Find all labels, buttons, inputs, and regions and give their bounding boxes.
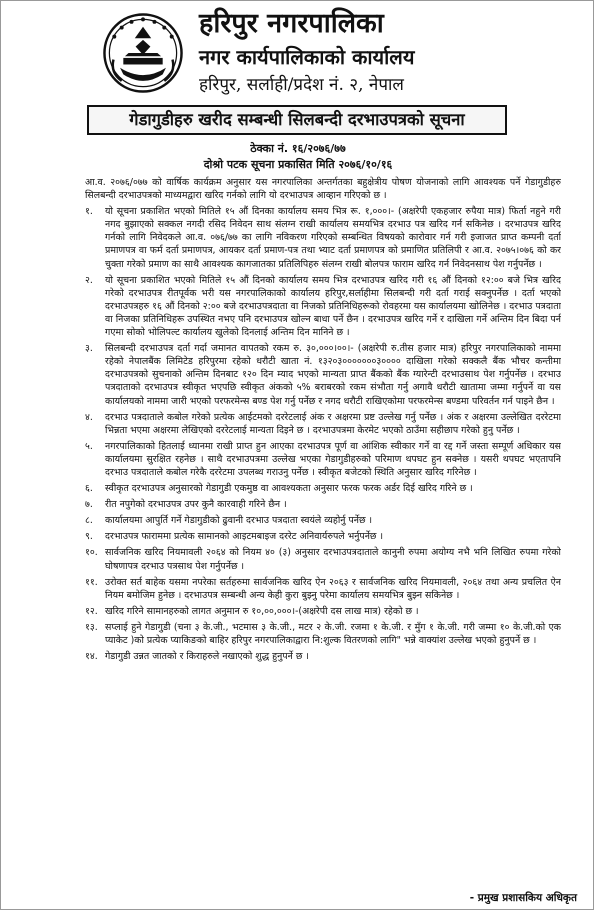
clause-text: खरिद गरिने सामानहरुको लागत अनुमान रु १०,००,०००।-(अक्षरेपी दस लाख मात्र) रहेको छ । [105, 605, 419, 617]
clause-item [85, 205, 561, 270]
clause-number: ५. [85, 440, 93, 452]
clause-number: १०. [85, 547, 98, 559]
clause-number: २. [85, 274, 93, 286]
notice-title: गेडागुडीहरु खरीद सम्बन्धी सिलबन्दी दरभाउपत्रको सूचना [87, 105, 507, 135]
clause-number: ११. [85, 576, 98, 588]
clause-text: सार्वजनिक खरिद नियमावली २०६४ को नियम ४० (३) अनुसार दरभाउपत्रदाताले कानुनी रुपमा अयोग्य नभै भनि लिखित रुपमा गरेको घोषणापत्र दरभाउ पत्रसाथ पेश गर्नुपर्नेछ । [105, 547, 561, 572]
clause-item [85, 498, 561, 511]
clause-item [85, 650, 561, 663]
clause-text: दरभाउपत्र फाराममा प्रत्येक सामानको आइटमबाइज दररेट अनिवार्यरुपले भर्नुपर्नेछ । [105, 531, 384, 543]
nepal-government-emblem-icon [102, 12, 184, 94]
clause-text: सप्लाई हुने गेडागुडी (चना ३ के.जी., भटमास ३ के.जी., मटर २ के.जी. रजमा १ के.जी. र मुँग १ के.जी. गरी जम्मा १० के.जी.को एक प्याकेट )को प्रत्येक प्याकिङको बाहिर हरिपुर नगरपालिकाद्वारा नि:शुल्क वितरणको लागि" भन्ने वाक्यांश उल्लेख भएको हुनुपर्ने छ । [105, 621, 561, 646]
clause-number: ९. [85, 531, 93, 543]
intro-paragraph: आ.व. २०७६/०७७ को वार्षिक कार्यक्रम अनुसार यस नगरपालिका अन्तर्गतका बहुक्षेत्रीय पोषण योजनाको लागि आवश्यक पर्ने गेडागुडीहरु सिलबन्दी दरभाउपत्रको माध्यमद्वारा खरिद गर्नको लागि यो दरभाउपत्र आव्हान गरिएको छ । [85, 177, 561, 202]
clause-number: १. [85, 206, 93, 218]
clause-item [85, 342, 561, 407]
letterhead [1, 1, 594, 105]
clause-item [85, 530, 561, 543]
clause-text: स्वीकृत दरभाउपत्र अनुसारको गेडागुडी एकमुष्ठ वा आवश्यकता अनुसार फरक फरक अर्डर दिई खरिद गरिने छ । [105, 483, 473, 495]
clause-number: ७. [85, 499, 93, 511]
clause-text: यो सूचना प्रकाशित भएको मितिले १५ औं दिनको कार्यालय समय भित्र दरभाउपत्र खरिद गरी १६ औं दिनको १२:०० बजे भित्र खरिद गरेको दरभाउपत्र रीतपूर्वक भरी यस नगरपालिकाको कार्यालय हरिपुर,सर्लाहीमा सिलबन्दी गरी दर्ता गराई सक्नुपर्नेछ । दर्ता भएको दरभाउपत्रहरु १६ औं दिनको २:०० बजे दरभाउपत्रदाता वा निजको प्रतिनिधिहरूको रोवहरमा यस कार्यालयमा खोलिनेछ । दरभाउ पत्रदाता वा निजका प्रतिनिधिहरू उपस्थित नभए पनि दरभाउपत्र खोल्न बाधा पर्ने छैन । दरभाउपत्र खरिद गर्ने र दाखिला गर्ने अन्तिम दिन बिदा पर्न गएमा सोको भोलिपल्ट कार्यालय खुलेको दिनलाई अन्तिम दिन मानिने छ । [105, 274, 561, 339]
notice-body [85, 176, 561, 888]
office-name: नगर कार्यपालिकाको कार्यालय [199, 45, 415, 69]
clause-item [85, 482, 561, 495]
clause-text: कार्यालयमा आपुर्ति गर्ने गेडागुडीको ढुवानी दरभाउ पत्रदाता स्वयंले व्यहोर्नु पर्नेछ । [105, 515, 373, 527]
clause-item [85, 605, 561, 618]
clause-text: नगरपालिकाको हितलाई ध्यानमा राखी प्राप्त हुन आएका दरभाउपत्र पूर्ण वा आंशिक स्वीकार गर्ने वा रद्द गर्ने जस्ता सम्पूर्ण अधिकार यस कार्यालयमा सुरक्षित रहनेछ । साथै दरभाउपत्रमा उल्लेख भएका गेडागुडीहरुको परिमाण थपघट हुन सक्नेछ । यसरी थपघट भएतापनि दरभाउ पत्रदाताले कबोल गरेकै दररेटमा उपलब्ध गराउनु पर्नेछ । स्वीकृत बजेटको स्थिति अनुसार खरिद गरिनेछ । [105, 440, 561, 478]
clause-number: ४. [85, 411, 93, 423]
municipality-name: हरिपुर नगरपालिका [199, 8, 384, 39]
clause-number: १३. [85, 621, 98, 633]
signatory-title: - प्रमुख प्रशासकिय अधिकृत [469, 892, 577, 904]
clause-number: १२. [85, 605, 98, 617]
clause-item [85, 514, 561, 527]
clause-item [85, 411, 561, 437]
clause-item [85, 274, 561, 339]
clause-item [85, 546, 561, 572]
office-address: हरिपुर, सर्लाही/प्रदेश नं. २, नेपाल [199, 75, 404, 95]
clause-item [85, 621, 561, 647]
clause-text: सिलबन्दी दरभाउपत्र दर्ता गर्दा जमानत वापतको रकम रु. ३०,०००।००।- (अक्षरेपी रु.तीस हजार मात्र) हरिपुर नगरपालिकाको नाममा रहेको नेपालबैंक लिमिटेड हरिपुरमा रहेको धरौटी खाता नं. १३२०३०००००००३०००० दाखिला गरेको सक्कलै बैंक भौचर कन्तीमा दरभाउपत्रको सुचनाको अन्तिम दिनबाट १२० दिन म्याद भएको मान्यता प्राप्त बैंकको बैंक ग्यारेन्टी दरभाउसाथ पेश गर्नुपर्नेछ । दरभाउ पत्रदाताको दरभाउपत्र स्वीकृत भएपछि स्वीकृत अंकको ५% बराबरको रकम संभौता गर्नु अगावै धरौटी खातामा जम्मा गर्नुपर्ने वा यस कार्यालयको नाममा जारी भएको परफरमेन्स बण्ड पेश गर्नु पर्नेछ र नगद धरौटी राखिएकोमा परफरमेन्स बण्डमा परिवर्तन गर्न पाइने छैन । [105, 343, 561, 407]
clause-text: यो सूचना प्रकाशित भएको मितिले १५ औं दिनका कार्यालय समय भित्र रू. १,०००।- (अक्षरेपी एकहजार रुपैया मात्र) फिर्ता नहुने गरी नगद बुझाएको सक्कल नगदी रसिद निवेदन साथ संलग्न राखी कार्यालय समयभित्र दरभाउ पत्र खरिद गर्न सकिनेछ । दरभाउपत्र खरिद गर्नको लागि निवेदकले आ.व. ०७६/७७ का लागि नविकरण गरिएको सम्बन्धित विषयको कारोवार गर्न गरी इजाजत प्राप्त कम्पनी दर्ता प्रमाणपत्र वा फर्म दर्ता प्रमाणपत्र, आयकर दर्ता प्रमाण-पत्र तथा भ्याट दर्ता प्रमाणपत्र को प्रमाणित प्रतिलिपी र आ.व. २०७५।०७६ को कर चुक्ता गरेको प्रमाण का साथै आवश्यक कागजातका प्रतिलिपिहरु संलग्न राखी बोलपत्र फाराम खरिद गर्न निवेदनसाथ पेश गर्नुपर्नेछ । [105, 206, 561, 270]
clause-number: १४. [85, 651, 98, 663]
clause-list [85, 205, 561, 663]
clause-item [85, 440, 561, 479]
second-notice-date: दोश्रो पटक सूचना प्रकासित मिति २०७६/१०/१६ [203, 158, 393, 171]
clause-number: ३. [85, 343, 93, 355]
clause-text: उरोक्त सर्त बाहेक यसमा नपरेका सर्तहरुमा सार्वजनिक खरिद ऐन २०६३ र सार्वजनिक खरिद नियमावली, २०६४ तथा अन्य प्रचलित ऐन नियम बमोजिम हुनेछ । दरभाउपत्र सम्बन्धी अन्य केही कुरा बुझ्नु परेमा कार्यालय समयभित्र बुझ्न सकिनेछ । [105, 576, 561, 601]
clause-text: दरभाउ पत्रदाताले कबोल गरेको प्रत्येक आईटमको दररेटलाई अंक र अक्षरमा प्रष्ट उल्लेख गर्नु पर्नेछ । अंक र अक्षरमा उल्लेखित दररेटमा भिन्नता भएमा अक्षरमा लेखिएको दररेटलाई मान्यता दिइने छ । दरभाउपत्रमा केरमेट भएको ठाउँमा सहीछाप गरेको हुनु पर्नेछ । [105, 411, 561, 436]
clause-number: ६. [85, 483, 93, 495]
clause-item [85, 576, 561, 602]
clause-text: रीत नपुगेको दरभाउपत्र उपर कुनै कारवाही गरिने छैन । [105, 499, 287, 511]
clause-number: ८. [85, 515, 93, 527]
clause-text: गेडागुडी उन्नत जातको र किराहरुले नखाएको शुद्ध हुनुपर्ने छ । [105, 651, 309, 663]
contract-number: ठेक्का नं. १६/२०७६/७७ [250, 142, 346, 155]
